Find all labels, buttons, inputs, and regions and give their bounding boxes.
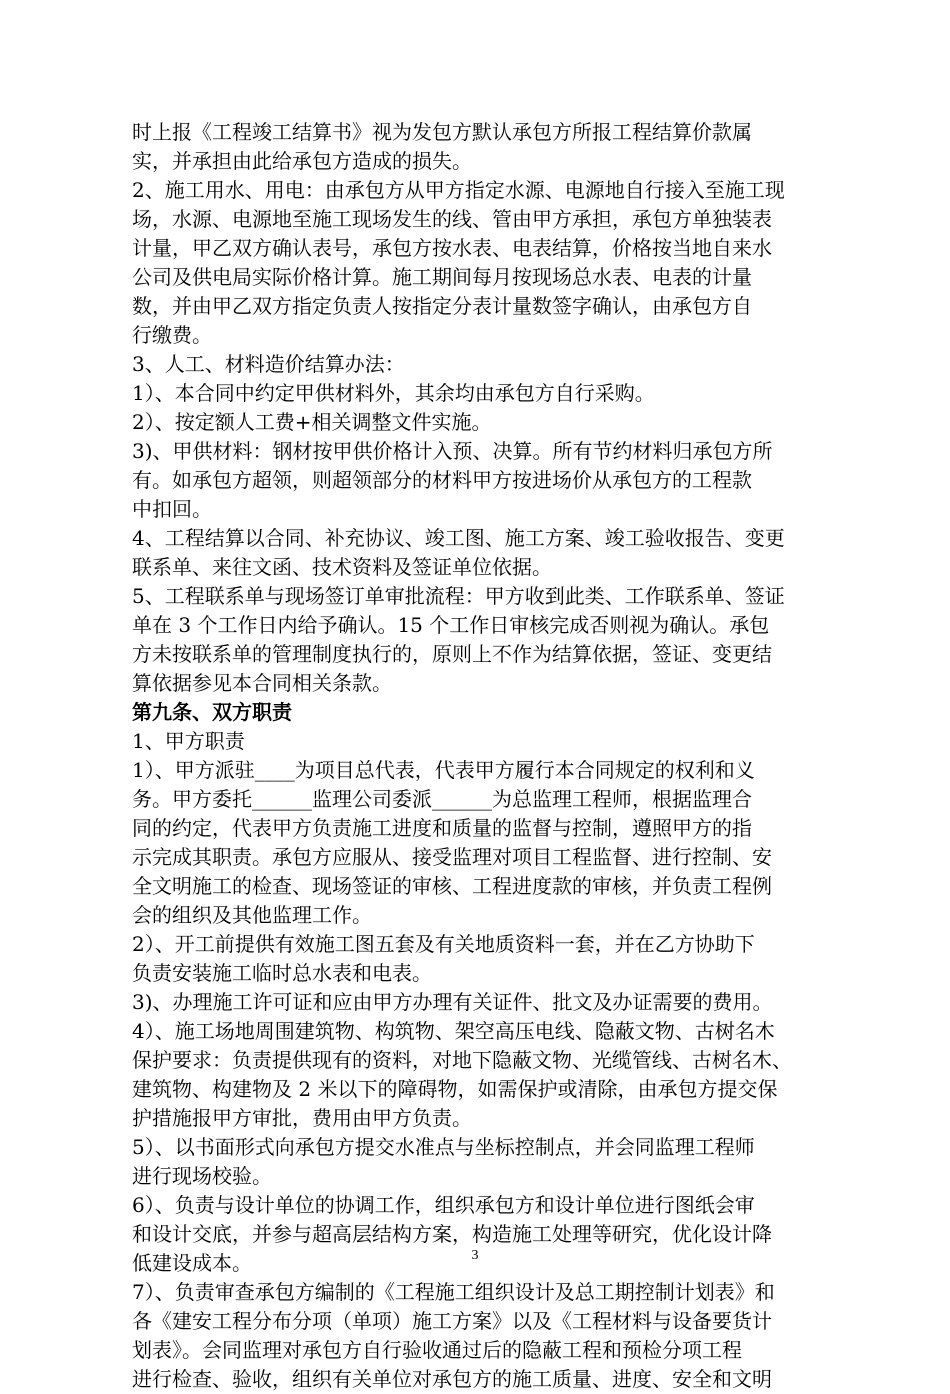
text-line: 实，并承担由此给承包方造成的损失。 — [132, 149, 472, 173]
text-line: 5、工程联系单与现场签订单审批流程：甲方收到此类、工作联系单、签证 — [132, 584, 785, 608]
text-line: 1、甲方职责 — [132, 729, 245, 753]
text-line: 方未按联系单的管理制度执行的，原则上不作为结算依据，签证、变更结 — [132, 642, 772, 666]
text-line: 护措施报甲方审批，费用由甲方负责。 — [132, 1106, 472, 1130]
text-line: 进行现场校验。 — [132, 1164, 272, 1188]
text-line: 有。如承包方超领，则超领部分的材料甲方按进场价从承包方的工程款 — [132, 468, 752, 492]
text-line: 公司及供电局实际价格计算。施工期间每月按现场总水表、电表的计量 — [132, 265, 752, 289]
text-line: 4、工程结算以合同、补充协议、竣工图、施工方案、竣工验收报告、变更 — [132, 526, 785, 550]
text-line: 全文明施工的检查、现场签证的审核、工程进度款的审核，并负责工程例 — [132, 874, 772, 898]
text-line: 同的约定，代表甲方负责施工进度和质量的监督与控制，遵照甲方的指 — [132, 816, 752, 840]
text-line: 行缴费。 — [132, 323, 212, 347]
page-number: 3 — [471, 1248, 479, 1263]
text-line: 算依据参见本合同相关条款。 — [132, 671, 392, 695]
text-line: 7）、负责审查承包方编制的《工程施工组织设计及总工期控制计划表》和 — [132, 1280, 775, 1304]
text-line: 数，并由甲乙双方指定负责人按指定分表计量数签字确认，由承包方自 — [132, 294, 752, 318]
text-line: 联系单、来往文函、技术资料及签证单位依据。 — [132, 555, 552, 579]
text-line: 1）、甲方派驻____为项目总代表，代表甲方履行本合同规定的权利和义 — [132, 758, 755, 782]
text-line: 保护要求：负责提供现有的资料，对地下隐蔽文物、光缆管线、古树名木、 — [132, 1048, 792, 1072]
text-line: 务。甲方委托______监理公司委派______为总监理工程师，根据监理合 — [132, 787, 752, 811]
section-heading: 第九条、双方职责 — [132, 700, 292, 724]
text-line: 计量，甲乙双方确认表号，承包方按水表、电表结算，价格按当地自来水 — [132, 236, 772, 260]
text-line: 2）、按定额人工费+相关调整文件实施。 — [132, 410, 492, 434]
text-line: 4）、施工场地周围建筑物、构筑物、架空高压电线、隐蔽文物、古树名木 — [132, 1019, 775, 1043]
text-line: 3)、甲供材料：钢材按甲供价格计入预、决算。所有节约材料归承包方所 — [132, 439, 773, 463]
text-line: 2）、开工前提供有效施工图五套及有关地质资料一套，并在乙方协助下 — [132, 932, 755, 956]
text-line: 建筑物、构建物及 2 米以下的障碍物，如需保护或清除，由承包方提交保 — [132, 1077, 778, 1101]
text-line: 1）、本合同中约定甲供材料外，其余均由承包方自行采购。 — [132, 381, 655, 405]
text-line: 3、人工、材料造价结算办法： — [132, 352, 405, 376]
text-line: 负责安装施工临时总水表和电表。 — [132, 961, 432, 985]
document-body — [132, 118, 832, 1394]
text-line: 会的组织及其他监理工作。 — [132, 903, 372, 927]
text-line: 低建设成本。 — [132, 1251, 252, 1275]
text-line: 6）、负责与设计单位的协调工作，组织承包方和设计单位进行图纸会审 — [132, 1193, 755, 1217]
text-line: 场，水源、电源地至施工现场发生的线、管由甲方承担，承包方单独装表 — [132, 207, 772, 231]
text-line: 划表》。会同监理对承包方自行验收通过后的隐蔽工程和预检分项工程 — [132, 1338, 742, 1362]
text-line: 和设计交底，并参与超高层结构方案，构造施工处理等研究，优化设计降 — [132, 1222, 772, 1246]
text-line: 5）、以书面形式向承包方提交水准点与坐标控制点，并会同监理工程师 — [132, 1135, 755, 1159]
text-line: 中扣回。 — [132, 497, 212, 521]
text-line: 单在 3 个工作日内给予确认。15 个工作日审核完成否则视为确认。承包 — [132, 613, 770, 637]
text-line: 示完成其职责。承包方应服从、接受监理对项目工程监督、进行控制、安 — [132, 845, 772, 869]
text-line: 2、施工用水、用电：由承包方从甲方指定水源、电源地自行接入至施工现 — [132, 178, 785, 202]
text-line: 各《建安工程分布分项（单项）施工方案》以及《工程材料与设备要货计 — [132, 1309, 772, 1333]
text-line: 进行检查、验收，组织有关单位对承包方的施工质量、进度、安全和文明 — [132, 1367, 772, 1391]
text-line: 3)、办理施工许可证和应由甲方办理有关证件、批文及办证需要的费用。 — [132, 990, 773, 1014]
text-line: 时上报《工程竣工结算书》视为发包方默认承包方所报工程结算价款属 — [132, 120, 752, 144]
